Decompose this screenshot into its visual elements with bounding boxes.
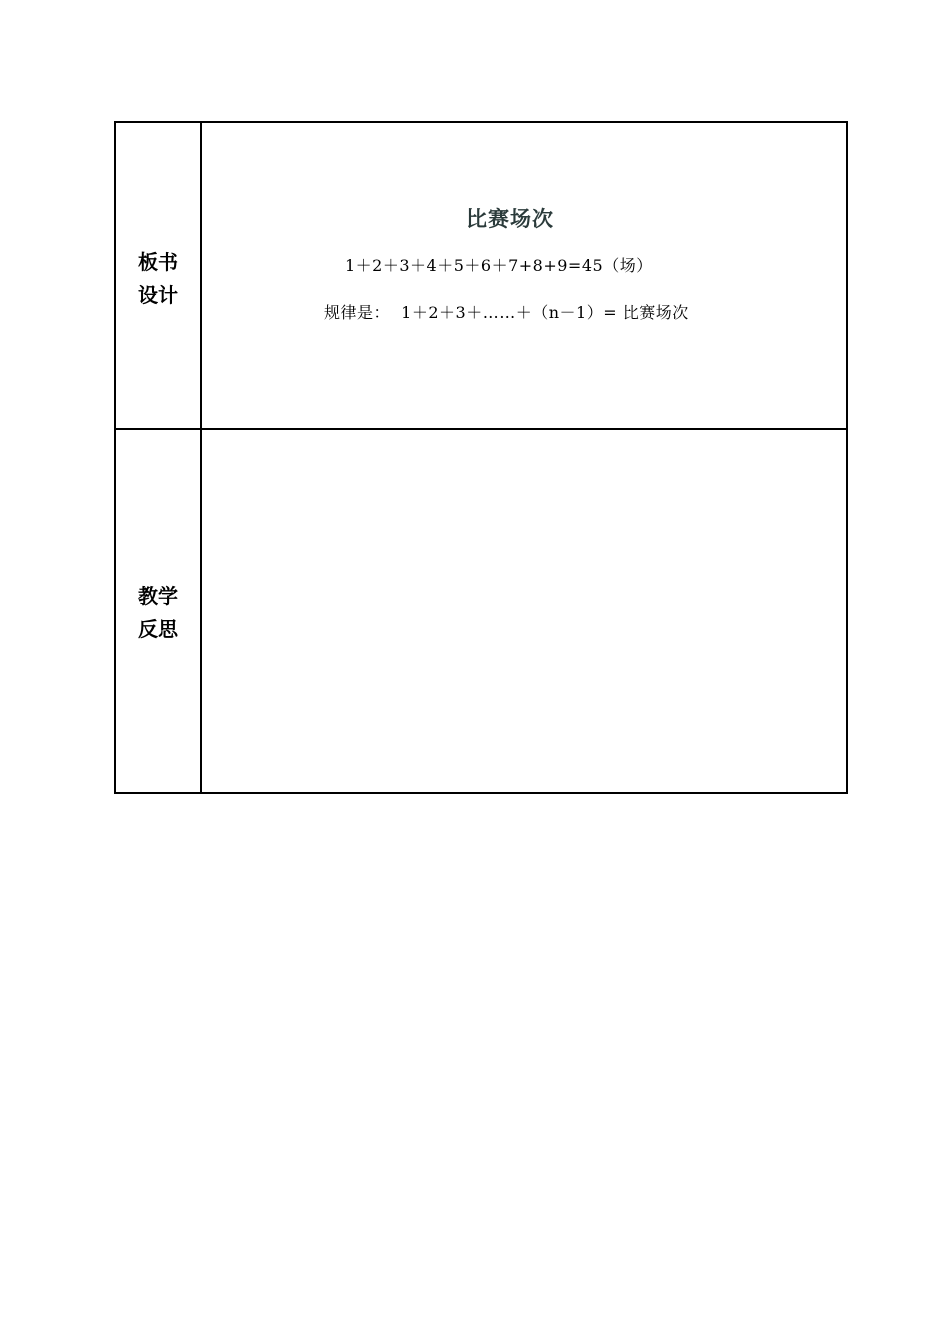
- teaching-reflection-row: [116, 430, 846, 792]
- board-design-row: [116, 123, 846, 430]
- lesson-plan-table: [114, 121, 848, 794]
- board-rule: 规律是： 1＋2＋3＋……＋（n－1）= 比赛场次: [324, 303, 689, 322]
- teaching-reflection-label-cell: [116, 430, 202, 792]
- board-design-label-cell: [116, 123, 202, 428]
- board-title: 比赛场次: [466, 207, 554, 231]
- board-design-label-line2: 设计: [138, 283, 178, 307]
- teaching-reflection-content-cell: [202, 430, 846, 792]
- board-design-label-line1: 板书: [138, 250, 178, 274]
- teaching-reflection-label-line1: 教学: [138, 584, 178, 608]
- teaching-reflection-label-line2: 反思: [138, 617, 178, 641]
- board-formula: 1＋2＋3＋4＋5＋6＋7+8+9=45（场）: [345, 256, 653, 275]
- board-design-content-cell: [202, 123, 846, 428]
